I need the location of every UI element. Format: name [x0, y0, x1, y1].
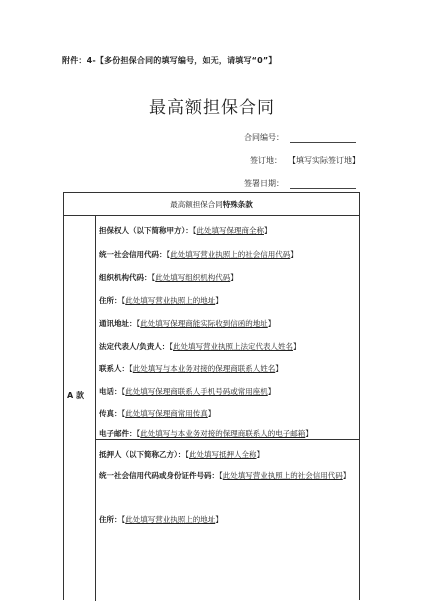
table-header	[64, 193, 359, 216]
special-terms-table	[63, 192, 360, 600]
attachment-note: 附件：4-【多份担保合同的填写编号，如无，请填写“0”】	[62, 56, 277, 65]
sign-date-label: 签署日期：	[244, 179, 284, 188]
field-fax: 传真：【此处填写保理商常用传真】	[99, 409, 216, 418]
sign-place-row	[250, 155, 360, 166]
field-credit-code-b: 统一社会信用代码或身份证件号码：【此处填写营业执照上的社会信用代码】	[99, 471, 351, 480]
sign-place-label: 签订地：	[250, 156, 282, 165]
field-credit-code-a: 统一社会信用代码：【此处填写营业执照上的社会信用代码】	[99, 250, 298, 259]
table-header-prefix: 最高额担保合同	[170, 199, 223, 209]
party-divider	[95, 439, 359, 440]
field-contact-person: 联系人：【此处填写与本业务对接的保理商联系人姓名】	[99, 364, 283, 373]
sign-date-blank	[290, 179, 356, 189]
field-legal-rep: 法定代表人/负责人：【此处填写营业执照上法定代表人姓名】	[99, 342, 301, 351]
field-address-a: 住所：【此处填写营业执照上的地址】	[99, 296, 223, 305]
field-address-b: 住所：【此处填写营业执照上的地址】	[99, 515, 223, 524]
sign-date-row	[244, 178, 356, 189]
document-title: 最高额担保合同	[149, 98, 275, 118]
contract-number-label: 合同编号：	[244, 133, 284, 142]
section-label-cell	[64, 215, 96, 601]
table-header-bold: 特殊条款	[222, 199, 253, 209]
contract-number-blank	[290, 133, 356, 143]
contract-number-row	[244, 132, 356, 143]
sign-place-value: 【填写实际签订地】	[288, 156, 360, 165]
field-email: 电子邮件：【此处填写与本业务对接的保理商联系人的电子邮箱】	[99, 429, 313, 438]
field-guarantee-creditor: 担保权人（以下简称甲方）：【此处填写保理商全称】	[99, 226, 272, 235]
field-mailing-address: 通讯地址：【此处填写保理商能实际收到信函的地址】	[99, 319, 276, 328]
field-org-code: 组织机构代码：【此处填写组织机构代码】	[99, 273, 238, 282]
section-label: A 款	[67, 391, 84, 400]
field-phone: 电话：【此处填写保理商联系人手机号码或常用座机】	[99, 387, 276, 396]
field-mortgagor: 抵押人（以下简称乙方）：【此处填写抵押人全称】	[99, 450, 264, 459]
